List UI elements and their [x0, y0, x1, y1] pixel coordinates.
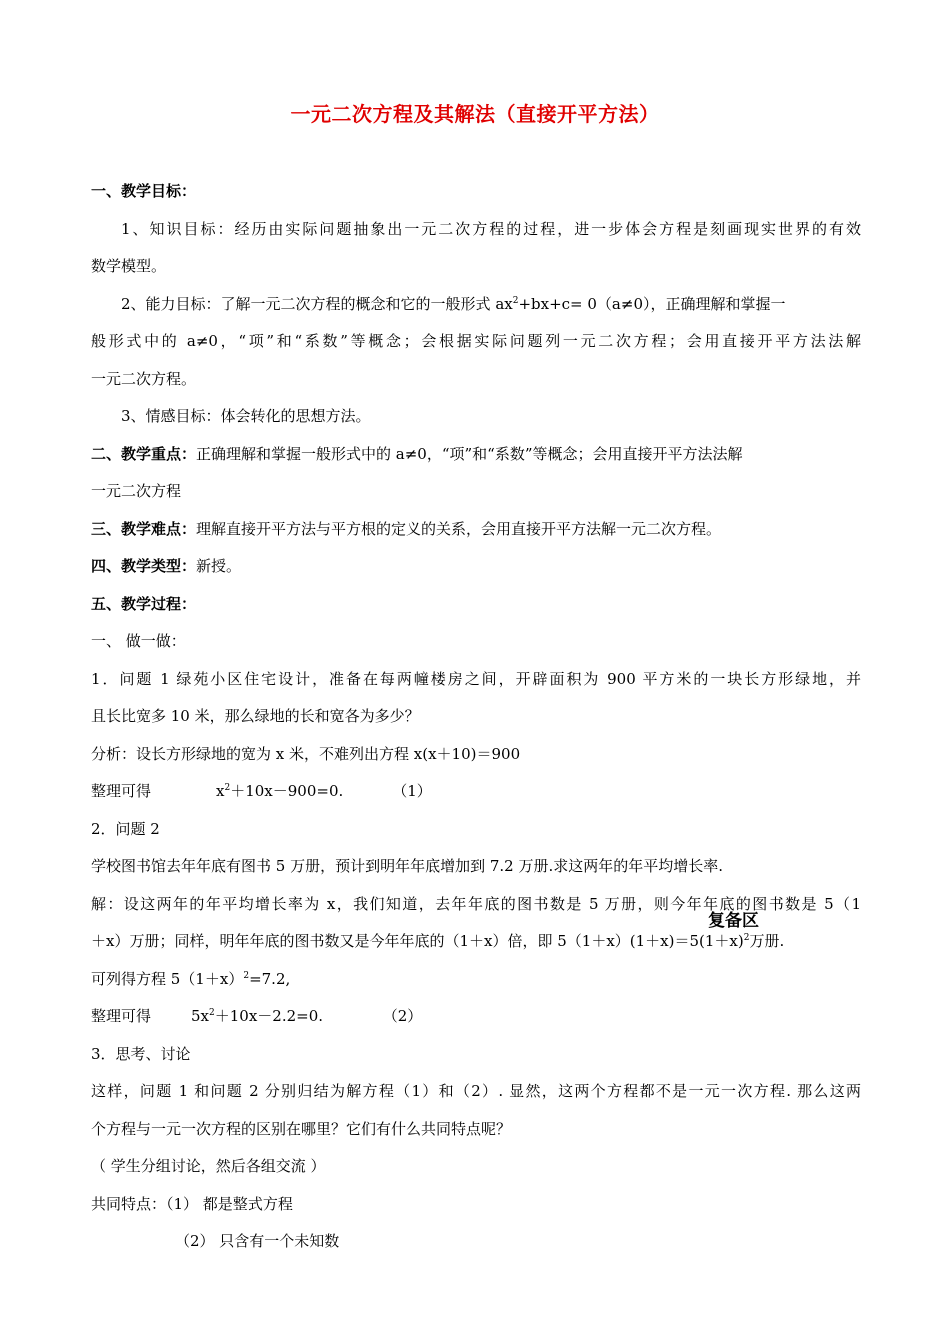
paragraph: 且长比宽多 10 米，那么绿地的长和宽各为多少？: [91, 707, 420, 725]
text: 整理可得: [91, 1007, 152, 1025]
paragraph: 1．问题 1 绿苑小区住宅设计，准备在每两幢楼房之间，开辟面积为 900 平方米的一块长方形绿地，并: [91, 669, 861, 688]
section-heading-type: 四、教学类型：: [91, 557, 197, 575]
section-heading-key-points: 二、教学重点：: [91, 444, 197, 463]
paragraph: 3、情感目标：体会转化的思想方法。: [121, 407, 371, 425]
section-key-points: [91, 436, 861, 474]
text: 万册.: [749, 932, 785, 950]
text: 正确理解和掌握一般形式中的 a≠0，“项”和“系数”等概念；会用直接开平方法法解: [196, 444, 743, 463]
page-title: 一元二次方程及其解法（直接开平方法）: [290, 102, 660, 126]
paragraph: 学校图书馆去年年底有图书 5 万册，预计到明年年底增加到 7.2 万册.求这两年的年平均增长率.: [91, 857, 724, 875]
equation-number: （1）: [392, 782, 432, 800]
paragraph: 一元二次方程。: [91, 369, 197, 388]
paragraph: 2．问题 2: [91, 819, 160, 838]
superscript: 2: [209, 1008, 215, 1018]
text: +bx+c= 0（a≠0），正确理解和掌握一: [518, 294, 786, 313]
document-body: [91, 173, 861, 1261]
superscript: 2: [224, 783, 231, 793]
paragraph: 分析：设长方形绿地的宽为 x 米，不难列出方程 x(x＋10)＝900: [91, 744, 521, 763]
text: 可列得方程 5（1＋x）: [91, 969, 244, 988]
paragraph: 个方程与一元一次方程的区别在哪里？它们有什么共同特点呢？: [91, 1119, 512, 1138]
paragraph: [91, 286, 861, 324]
section-heading-objectives: 一、教学目标：: [91, 182, 197, 200]
paragraph: 一元二次方程: [91, 482, 182, 500]
text: ＋10x－2.2=0.: [214, 1007, 324, 1025]
paragraph: （ 学生分组讨论，然后各组交流 ）: [91, 1157, 326, 1175]
paragraph: [91, 961, 861, 999]
text: =7.2,: [249, 969, 291, 988]
text: 5x: [191, 1007, 210, 1025]
section-difficulties: [91, 511, 861, 549]
paragraph: （2） 只含有一个未知数: [175, 1232, 340, 1250]
review-area-label: 复备区: [708, 911, 759, 931]
section-heading-difficulties: 三、教学难点：: [91, 519, 197, 538]
text: 2、能力目标：了解一元二次方程的概念和它的一般形式 ax: [121, 294, 513, 313]
paragraph: 解：设这两年的年平均增长率为 x，我们知道，去年年底的图书数是 5 万册，则今年年底的图书数是 5（1: [91, 894, 861, 913]
superscript: 2: [243, 970, 250, 981]
paragraph: 般形式中的 a≠0，“项”和“系数”等概念；会根据实际问题列一元二次方程；会用直接开平方法法解: [91, 332, 861, 350]
equation-2: [91, 998, 861, 1036]
paragraph: 这样，问题 1 和问题 2 分别归结为解方程（1）和（2）. 显然，这两个方程都不是一元一次方程. 那么这两: [91, 1082, 861, 1100]
equation-number: （2）: [382, 1007, 423, 1025]
text: 理解直接开平方法与平方根的定义的关系，会用直接开平方法解一元二次方程。: [196, 519, 722, 538]
section-heading-process: 五、教学过程：: [91, 594, 197, 613]
paragraph: 数学模型。: [91, 257, 167, 275]
equation-1: [91, 773, 861, 811]
superscript: 2: [512, 295, 519, 306]
text: x: [216, 782, 225, 800]
paragraph: 3．思考、讨论: [91, 1044, 191, 1063]
text: 新授。: [196, 557, 242, 575]
paragraph: 共同特点：（1） 都是整式方程: [91, 1194, 293, 1213]
paragraph: 1、知识目标：经历由实际问题抽象出一元二次方程的过程，进一步体会方程是刻画现实世界的有效: [121, 219, 861, 238]
superscript: 2: [743, 933, 750, 943]
text: ＋10x－900=0.: [230, 782, 344, 800]
text: 整理可得: [91, 782, 152, 800]
section-type: [91, 548, 861, 586]
subheading: 一、 做一做：: [91, 632, 186, 650]
text: ＋x）万册；同样，明年年底的图书数又是今年年底的（1＋x）倍，即 5（1＋x）(1＋x)＝5(1＋x): [91, 932, 744, 950]
